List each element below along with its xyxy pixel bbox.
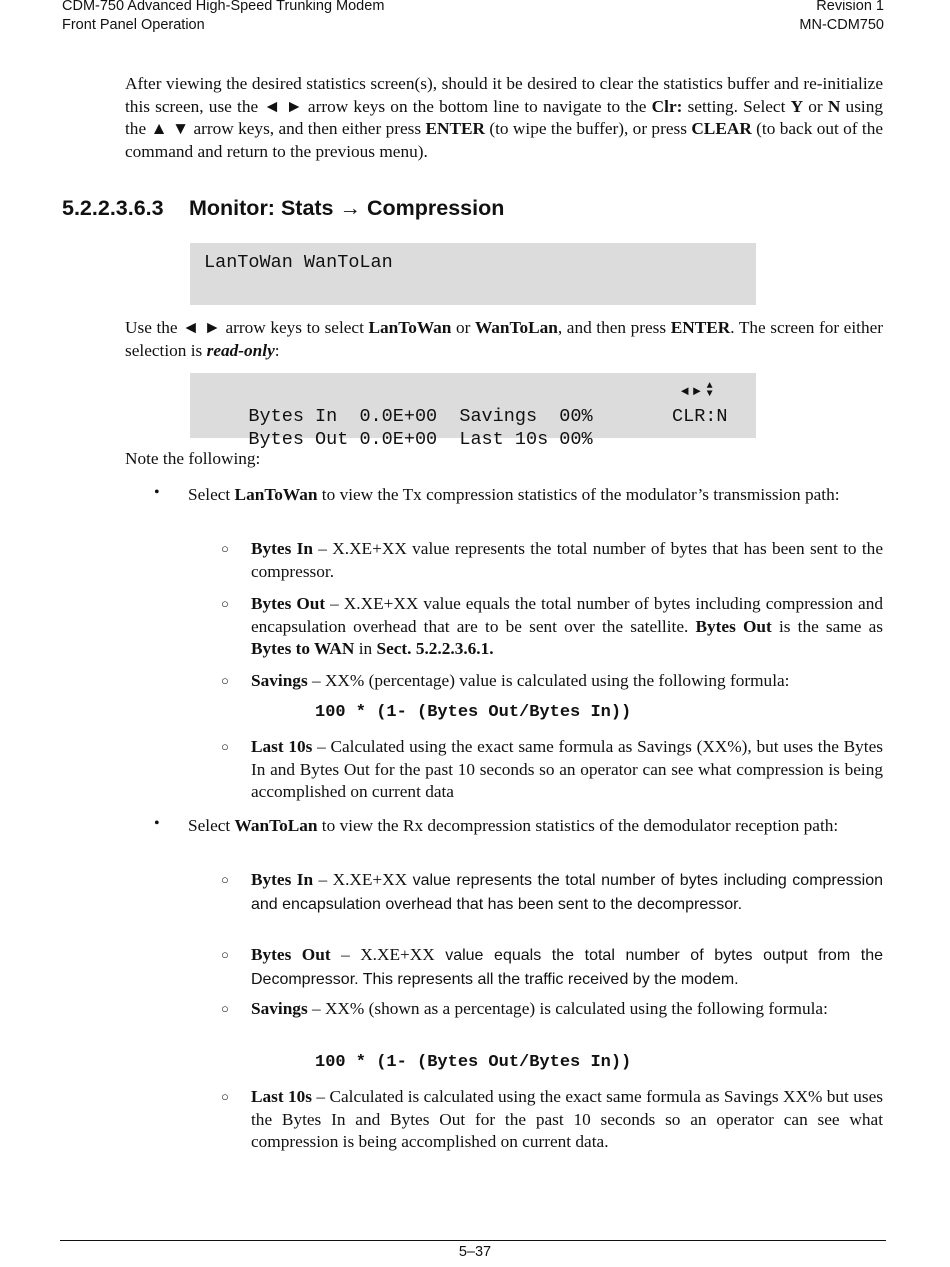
footer-rule bbox=[60, 1240, 886, 1241]
lcd-stats-line-1: Bytes In 0.0E+00 Savings 00% ◄ ► ▲ ▼ bbox=[248, 381, 713, 427]
sub-bullet-icon: ○ bbox=[221, 872, 229, 887]
wantolan-formula: 100 * (1- (Bytes Out/Bytes In)) bbox=[315, 1053, 632, 1072]
sub-bullet-icon: ○ bbox=[221, 947, 229, 962]
lantowan-savings: Savings – XX% (percentage) value is calculated using the following formula: bbox=[251, 671, 790, 690]
lantowan-formula: 100 * (1- (Bytes Out/Bytes In)) bbox=[315, 703, 632, 722]
sub-bullet-icon: ○ bbox=[221, 739, 229, 754]
section-number: 5.2.2.3.6.3 bbox=[62, 196, 164, 220]
down-arrow-icon: ▼ bbox=[706, 389, 713, 400]
up-down-arrow-icon bbox=[707, 383, 713, 399]
wantolan-last-10s: Last 10s – Calculated is calculated using the exact same formula as Savings XX% but uses the Bytes In and Bytes Out for the past 10 seconds so an operator can see what compression is being accomplished on current data. bbox=[251, 1087, 883, 1151]
lantowan-last-10s: Last 10s – Calculated using the exact same formula as Savings (XX%), but uses the Bytes In and Bytes Out for the past 10 seconds so an operator can see what compression is being accomplished on current data bbox=[251, 737, 883, 801]
wantolan-savings: Savings – XX% (shown as a percentage) is calculated using the following formula: bbox=[251, 999, 828, 1018]
select-paragraph: Use the ◄ ► arrow keys to select LanToWan or WanToLan, and then press ENTER. The screen for either selection is read-only: bbox=[125, 318, 884, 360]
section-heading bbox=[62, 196, 504, 221]
lcd-menu-line: LanToWan WanToLan bbox=[204, 252, 393, 273]
lcd-clear-setting: CLR:N bbox=[672, 406, 728, 427]
wantolan-bytes-out: Bytes Out – X.XE+XX value equals the total number of bytes output from the Decompressor. This represents all the traffic received by the modem. bbox=[251, 945, 883, 988]
manual-title: CDM-750 Advanced High-Speed Trunking Modem bbox=[62, 0, 385, 14]
lcd-screen-menu bbox=[190, 243, 756, 305]
document-number: MN-CDM750 bbox=[799, 17, 884, 33]
wantolan-bytes-in: Bytes In – X.XE+XX value represents the total number of bytes including compression and encapsulation overhead that has been sent to the decompressor. bbox=[251, 870, 883, 913]
lantowan-bytes-out: Bytes Out – X.XE+XX value equals the total number of bytes including compression and encapsulation overhead that are to be sent over the satellite. Bytes Out is the same as Bytes to WAN in Sect. 5.2.2.3.6.1. bbox=[251, 594, 883, 658]
bullet-icon: • bbox=[154, 815, 160, 832]
bullet-wantolan: Select WanToLan to view the Rx decompression statistics of the demodulator reception path: bbox=[188, 816, 839, 835]
bullet-icon: • bbox=[154, 484, 160, 501]
intro-paragraph: After viewing the desired statistics screen(s), should it be desired to clear the statistics buffer and re-initialize this screen, use the ◄ ► arrow keys on the bottom line to navigate to the Clr: setting. Select Y or N using the ▲ ▼ arrow keys, and then either press ENTER (to wipe the buffer), or press CLEAR (to back out of the command and return to the previous menu). bbox=[125, 74, 884, 161]
sub-bullet-icon: ○ bbox=[221, 673, 229, 688]
chapter-title: Front Panel Operation bbox=[62, 17, 205, 33]
bullet-lantowan: Select LanToWan to view the Tx compression statistics of the modulator’s transmission path: bbox=[188, 485, 840, 504]
running-header-left bbox=[62, 0, 384, 35]
sub-bullet-icon: ○ bbox=[221, 596, 229, 611]
lcd-screen-stats bbox=[190, 373, 756, 450]
running-header-right bbox=[799, 0, 884, 35]
revision-label: Revision 1 bbox=[816, 0, 884, 14]
left-arrow-icon: ◄ bbox=[681, 383, 689, 399]
lcd-stats-line-2: Bytes Out 0.0E+00 Last 10s 00% CLR:N bbox=[248, 406, 728, 450]
right-arrow-icon: ► bbox=[692, 383, 701, 399]
up-arrow-icon: ▲ bbox=[706, 381, 713, 392]
lantowan-bytes-in: Bytes In – X.XE+XX value represents the total number of bytes that has been sent to the compressor. bbox=[251, 539, 883, 581]
lcd-arrow-indicators bbox=[681, 383, 713, 399]
section-title: Monitor: Stats → Compression bbox=[189, 196, 505, 220]
sub-bullet-icon: ○ bbox=[221, 1089, 229, 1104]
sub-bullet-icon: ○ bbox=[221, 541, 229, 556]
page-number: 5–37 bbox=[458, 1244, 492, 1260]
note-heading: Note the following: bbox=[125, 449, 261, 468]
sub-bullet-icon: ○ bbox=[221, 1001, 229, 1016]
